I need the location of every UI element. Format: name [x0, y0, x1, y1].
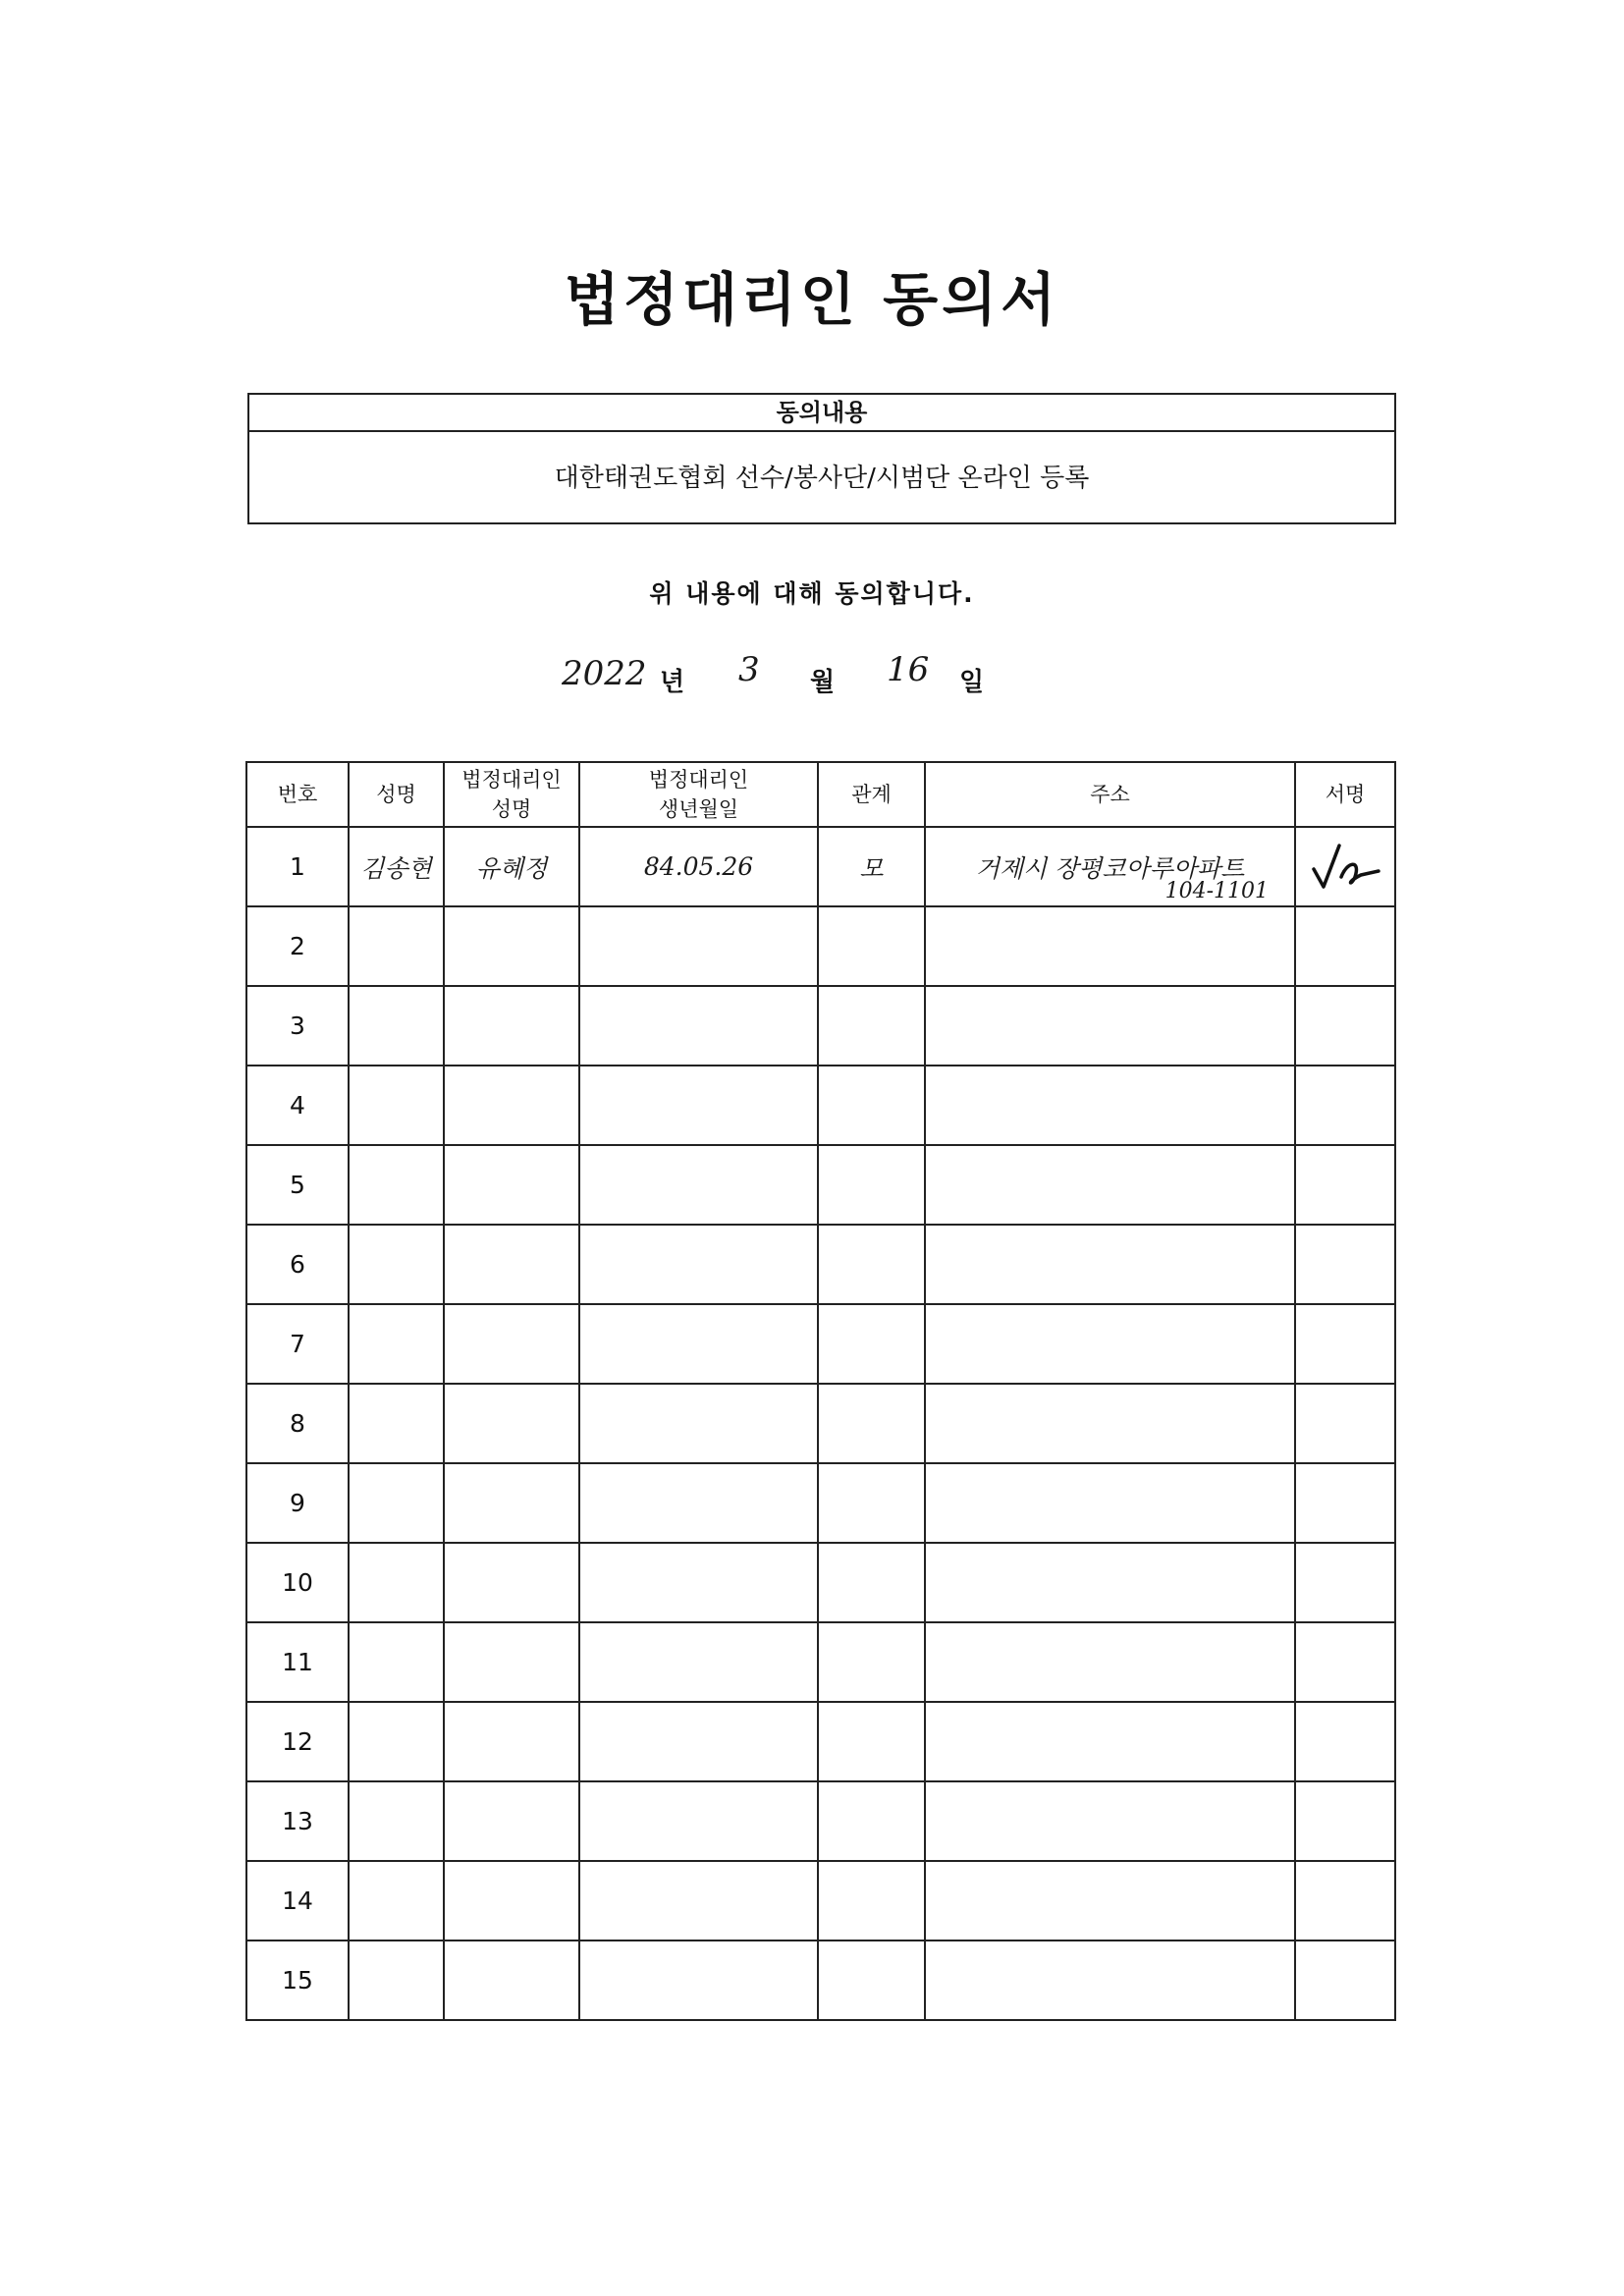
cell-address	[925, 1145, 1295, 1225]
signers-table	[245, 761, 1396, 2021]
cell-signature	[1295, 1781, 1395, 1861]
cell-guardian-birth: 84.05.26	[579, 827, 818, 906]
cell-name	[349, 1225, 444, 1304]
cell-address	[925, 1384, 1295, 1463]
cell-guardian-birth	[579, 1702, 818, 1781]
cell-name	[349, 1861, 444, 1941]
cell-guardian-name	[444, 1384, 579, 1463]
consent-box	[247, 393, 1396, 524]
cell-name	[349, 1304, 444, 1384]
cell-no: 2	[246, 906, 349, 986]
header-guardian-birth: 법정대리인 생년월일	[579, 762, 818, 827]
table-row	[246, 1304, 1395, 1384]
cell-address	[925, 1941, 1295, 2020]
cell-guardian-birth	[579, 986, 818, 1066]
cell-guardian-name	[444, 1861, 579, 1941]
date-day-unit: 일	[959, 668, 985, 697]
cell-relation	[818, 1543, 925, 1622]
table-row	[246, 1702, 1395, 1781]
consent-header: 동의내용	[249, 395, 1394, 432]
cell-guardian-name	[444, 1304, 579, 1384]
header-no: 번호	[246, 762, 349, 827]
cell-signature	[1295, 1145, 1395, 1225]
cell-guardian-name	[444, 1066, 579, 1145]
cell-address	[925, 1543, 1295, 1622]
table-row	[246, 1145, 1395, 1225]
table-row	[246, 1781, 1395, 1861]
header-relation: 관계	[818, 762, 925, 827]
table-row	[246, 906, 1395, 986]
cell-guardian-birth	[579, 1145, 818, 1225]
date-day: 16	[887, 650, 930, 689]
cell-no: 13	[246, 1781, 349, 1861]
cell-signature	[1295, 1702, 1395, 1781]
cell-name	[349, 1463, 444, 1543]
cell-name	[349, 1066, 444, 1145]
cell-guardian-birth	[579, 1622, 818, 1702]
cell-signature	[1295, 1463, 1395, 1543]
date-month: 3	[738, 650, 760, 689]
agreement-text: 위 내용에 대해 동의합니다.	[649, 579, 975, 608]
cell-relation	[818, 986, 925, 1066]
cell-address	[925, 1304, 1295, 1384]
cell-address	[925, 1463, 1295, 1543]
cell-guardian-birth	[579, 1225, 818, 1304]
cell-no: 4	[246, 1066, 349, 1145]
cell-guardian-name	[444, 1702, 579, 1781]
cell-address	[925, 1861, 1295, 1941]
cell-name	[349, 986, 444, 1066]
cell-guardian-birth	[579, 1066, 818, 1145]
header-guardian-name: 법정대리인 성명	[444, 762, 579, 827]
cell-address	[925, 986, 1295, 1066]
cell-guardian-birth	[579, 1304, 818, 1384]
date-year-unit: 년	[660, 668, 685, 697]
cell-guardian-name	[444, 1781, 579, 1861]
cell-no: 15	[246, 1941, 349, 2020]
cell-relation	[818, 1304, 925, 1384]
cell-name	[349, 1702, 444, 1781]
address-sub: 104-1101	[1164, 879, 1269, 903]
table-row	[246, 986, 1395, 1066]
cell-signature	[1295, 827, 1395, 906]
table-row	[246, 1861, 1395, 1941]
cell-no: 14	[246, 1861, 349, 1941]
cell-signature	[1295, 1941, 1395, 2020]
cell-signature	[1295, 906, 1395, 986]
cell-guardian-birth	[579, 1384, 818, 1463]
cell-signature	[1295, 1384, 1395, 1463]
cell-no: 10	[246, 1543, 349, 1622]
cell-relation: 모	[818, 827, 925, 906]
cell-no: 1	[246, 827, 349, 906]
cell-guardian-name	[444, 1622, 579, 1702]
date-year: 2022	[562, 654, 647, 693]
cell-guardian-name	[444, 906, 579, 986]
cell-relation	[818, 1225, 925, 1304]
cell-name: 김송현	[349, 827, 444, 906]
date-line	[0, 648, 1624, 707]
cell-relation	[818, 1622, 925, 1702]
cell-name	[349, 1941, 444, 2020]
header-address: 주소	[925, 762, 1295, 827]
cell-guardian-birth	[579, 1781, 818, 1861]
cell-signature	[1295, 1066, 1395, 1145]
cell-signature	[1295, 1622, 1395, 1702]
cell-name	[349, 906, 444, 986]
signature-mark	[1306, 838, 1384, 897]
cell-signature	[1295, 986, 1395, 1066]
table-row	[246, 827, 1395, 906]
table-row	[246, 1066, 1395, 1145]
cell-guardian-name	[444, 1941, 579, 2020]
table-row	[246, 1941, 1395, 2020]
cell-signature	[1295, 1861, 1395, 1941]
cell-relation	[818, 1781, 925, 1861]
cell-name	[349, 1543, 444, 1622]
cell-no: 5	[246, 1145, 349, 1225]
consent-content: 대한태권도협회 선수/봉사단/시범단 온라인 등록	[554, 464, 1090, 493]
cell-guardian-name	[444, 1543, 579, 1622]
cell-address	[925, 1622, 1295, 1702]
cell-guardian-birth	[579, 1463, 818, 1543]
page-title: 법정대리인 동의서	[564, 266, 1060, 333]
cell-address	[925, 827, 1295, 906]
table-row	[246, 1622, 1395, 1702]
cell-guardian-name	[444, 986, 579, 1066]
header-signature: 서명	[1295, 762, 1395, 827]
table-row	[246, 1225, 1395, 1304]
cell-no: 6	[246, 1225, 349, 1304]
cell-relation	[818, 906, 925, 986]
cell-guardian-birth	[579, 1543, 818, 1622]
date-month-unit: 월	[810, 668, 836, 697]
cell-no: 9	[246, 1463, 349, 1543]
cell-guardian-birth	[579, 906, 818, 986]
cell-address	[925, 1066, 1295, 1145]
cell-relation	[818, 1861, 925, 1941]
cell-name	[349, 1622, 444, 1702]
cell-relation	[818, 1066, 925, 1145]
cell-address	[925, 906, 1295, 986]
cell-guardian-name: 유혜정	[444, 827, 579, 906]
cell-no: 3	[246, 986, 349, 1066]
address-main: 거제시 장평코아루아파트	[975, 853, 1245, 883]
cell-no: 11	[246, 1622, 349, 1702]
cell-signature	[1295, 1225, 1395, 1304]
cell-relation	[818, 1941, 925, 2020]
cell-relation	[818, 1463, 925, 1543]
cell-guardian-name	[444, 1463, 579, 1543]
table-row	[246, 1384, 1395, 1463]
cell-relation	[818, 1384, 925, 1463]
header-name: 성명	[349, 762, 444, 827]
cell-address	[925, 1225, 1295, 1304]
table-header-row	[246, 762, 1395, 827]
cell-relation	[818, 1702, 925, 1781]
cell-guardian-name	[444, 1225, 579, 1304]
cell-name	[349, 1384, 444, 1463]
cell-no: 12	[246, 1702, 349, 1781]
cell-address	[925, 1702, 1295, 1781]
table-row	[246, 1463, 1395, 1543]
cell-guardian-birth	[579, 1861, 818, 1941]
cell-guardian-birth	[579, 1941, 818, 2020]
cell-signature	[1295, 1543, 1395, 1622]
cell-address	[925, 1781, 1295, 1861]
table-row	[246, 1543, 1395, 1622]
cell-signature	[1295, 1304, 1395, 1384]
cell-relation	[818, 1145, 925, 1225]
cell-name	[349, 1781, 444, 1861]
cell-no: 8	[246, 1384, 349, 1463]
cell-guardian-name	[444, 1145, 579, 1225]
cell-no: 7	[246, 1304, 349, 1384]
cell-name	[349, 1145, 444, 1225]
